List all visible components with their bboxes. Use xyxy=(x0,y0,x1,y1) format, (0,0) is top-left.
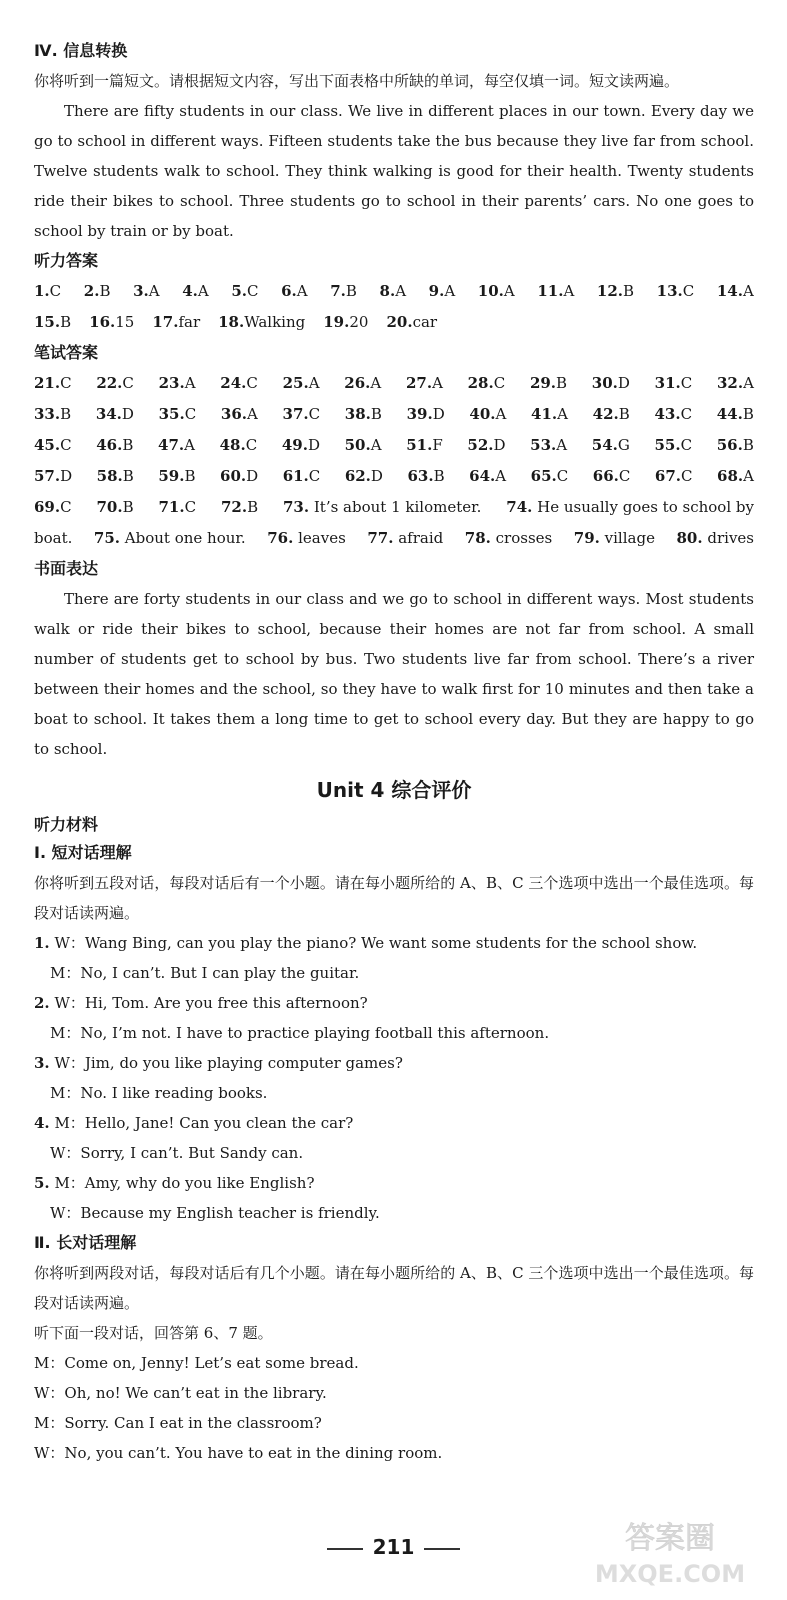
written-answers-heading: 笔试答案 xyxy=(34,343,99,362)
listening-materials-heading: 听力材料 xyxy=(34,815,99,834)
written-answers-row-3 xyxy=(34,430,754,461)
answer-item: 11.A xyxy=(537,282,575,300)
answer-item: 23.A xyxy=(158,374,196,392)
dialog-line: W：Because my English teacher is friendly. xyxy=(50,1204,380,1222)
answer-item: 41.A xyxy=(531,405,568,423)
section4-passage: There are fifty students in our class. We live in different places in our town. Every day we go to school in different ways. Fifteen students take the bus because they live far from school. Twelve students walk to school. They think walking is good for their health. Twenty students ride their bikes to school. Three students go to school in their parents’ cars. No one goes to school by train or by boat. xyxy=(34,102,754,240)
part2-instruction: 你将听到两段对话，每段对话后有几个小题。请在每小题所给的 A、B、C 三个选项中选出一个最佳选项。每段对话读两遍。 xyxy=(34,1264,754,1312)
answer-item: 12.B xyxy=(596,282,635,300)
answer-item: 35.C xyxy=(158,405,197,423)
answer-item: 34.D xyxy=(95,405,134,423)
answer-item: 63.B xyxy=(407,467,445,485)
answer-item: 80. drives xyxy=(676,529,754,547)
answer-item: 65.C xyxy=(530,467,569,485)
dialog-line: 1. W：Wang Bing, can you play the piano? We want some students for the school show. xyxy=(34,934,698,952)
dialog-line: M：No, I’m not. I have to practice playing football this afternoon. xyxy=(50,1024,550,1042)
answer-item: 77. afraid xyxy=(367,529,444,547)
answer-item: 38.B xyxy=(344,405,382,423)
answer-item: 17.far xyxy=(152,313,201,331)
answer-item: 6.A xyxy=(281,282,308,300)
answer-item: 24.C xyxy=(220,374,258,392)
dialog-line: W：Oh, no! We can’t eat in the library. xyxy=(34,1384,327,1402)
answer-item: 39.D xyxy=(406,405,445,423)
answer-item: 49.D xyxy=(281,436,320,454)
answer-item: 66.C xyxy=(592,467,631,485)
answer-item: 59.B xyxy=(158,467,196,485)
answer-item: 48.C xyxy=(219,436,258,454)
answer-item: 29.B xyxy=(529,374,568,392)
answer-item: 19.20 xyxy=(323,313,369,331)
answer-item: 8.A xyxy=(379,282,407,300)
answer-item: 55.C xyxy=(654,436,693,454)
svg-text:MXQE.COM: MXQE.COM xyxy=(594,1560,746,1588)
part2-intro: 听下面一段对话，回答第 6、7 题。 xyxy=(34,1324,273,1342)
document-page xyxy=(34,36,754,1468)
answer-item: 7.B xyxy=(330,282,357,300)
answer-item: 43.C xyxy=(654,405,693,423)
answer-item: 44.B xyxy=(716,405,754,423)
dialog-line: 3. W：Jim, do you like playing computer games? xyxy=(34,1054,403,1072)
answer-item: 56.B xyxy=(716,436,754,454)
dialog-line: 4. M：Hello, Jane! Can you clean the car? xyxy=(34,1114,354,1132)
answer-item: 47.A xyxy=(158,436,195,454)
dialog-line: M：No, I can’t. But I can play the guitar. xyxy=(50,964,360,982)
written-answers-row-6 xyxy=(34,523,754,554)
answer-item: 33.B xyxy=(34,405,72,423)
answer-item: 15.B xyxy=(34,313,72,331)
answer-item: 45.C xyxy=(34,436,72,454)
answer-item: 73. It’s about 1 kilometer. xyxy=(282,498,482,516)
dialog-line: W：No, you can’t. You have to eat in the dining room. xyxy=(34,1444,443,1462)
answer-item: 46.B xyxy=(96,436,134,454)
answer-item: boat. xyxy=(34,529,73,547)
answer-item: 9.A xyxy=(428,282,456,300)
answer-item: 13.C xyxy=(656,282,695,300)
dialog-line: W：Sorry, I can’t. But Sandy can. xyxy=(50,1144,304,1162)
dialog-line: 5. M：Amy, why do you like English? xyxy=(34,1174,315,1192)
answer-item: 74. He usually goes to school by xyxy=(506,498,754,516)
listening-answers-row-1 xyxy=(34,276,754,307)
svg-text:答案圈: 答案圈 xyxy=(625,1521,715,1556)
answer-item: 50.A xyxy=(344,436,382,454)
answer-item: 2.B xyxy=(83,282,111,300)
answer-item: 75. About one hour. xyxy=(93,529,246,547)
answer-item: 67.C xyxy=(654,467,693,485)
answer-item: 10.A xyxy=(477,282,515,300)
answer-item: 78. crosses xyxy=(464,529,553,547)
answer-item: 27.A xyxy=(405,374,443,392)
answer-item: 54.G xyxy=(591,436,630,454)
answer-item: 40.A xyxy=(469,405,507,423)
answer-item: 28.C xyxy=(467,374,506,392)
answer-item: 52.D xyxy=(467,436,506,454)
answer-item: 64.A xyxy=(469,467,507,485)
answer-item: 26.A xyxy=(344,374,382,392)
answer-item: 14.A xyxy=(716,282,754,300)
answer-item: 16.15 xyxy=(89,313,135,331)
answer-item: 42.B xyxy=(592,405,630,423)
answer-item: 1.C xyxy=(34,282,62,300)
watermark-logo xyxy=(565,1512,775,1592)
writing-passage: There are forty students in our class and we go to school in different ways. Most students walk or ride their bikes to school, because their homes are not far from school. A small number of students get to school by bus. Two students live far from school. There’s a river between their homes and the school, so they have to walk first for 10 minutes and then take a boat to school. It takes them a long time to get to school every day. But they are happy to go to school. xyxy=(34,590,754,758)
written-answers-row-4 xyxy=(34,461,754,492)
part1-instruction: 你将听到五段对话，每段对话后有一个小题。请在每小题所给的 A、B、C 三个选项中选出一个最佳选项。每段对话读两遍。 xyxy=(34,874,754,922)
answer-item: 70.B xyxy=(96,498,134,516)
answer-item: 57.D xyxy=(34,467,73,485)
listening-answers-row-2 xyxy=(34,307,754,338)
answer-item: 58.B xyxy=(96,467,134,485)
part1-heading: Ⅰ. 短对话理解 xyxy=(34,843,132,862)
answer-item: 60.D xyxy=(220,467,259,485)
listening-answers-heading: 听力答案 xyxy=(34,251,99,270)
answer-item: 36.A xyxy=(220,405,258,423)
answer-item: 31.C xyxy=(654,374,693,392)
answer-item: 20.car xyxy=(386,313,438,331)
answer-item: 76. leaves xyxy=(267,529,346,547)
answer-item: 37.C xyxy=(282,405,321,423)
answer-item: 62.D xyxy=(344,467,383,485)
dialog-line: M：No. I like reading books. xyxy=(50,1084,268,1102)
answer-item: 51.F xyxy=(406,436,443,454)
answer-item: 72.B xyxy=(220,498,259,516)
section4-heading: Ⅳ. 信息转换 xyxy=(34,41,128,60)
answer-item: 18.Walking xyxy=(218,313,306,331)
answer-item: 79. village xyxy=(573,529,655,547)
answer-item: 22.C xyxy=(96,374,134,392)
page-number: 211 xyxy=(0,1535,787,1559)
written-answers-row-5 xyxy=(34,492,754,523)
answer-item: 68.A xyxy=(717,467,754,485)
answer-item: 69.C xyxy=(34,498,72,516)
part2-heading: Ⅱ. 长对话理解 xyxy=(34,1233,137,1252)
dialog-line: 2. W：Hi, Tom. Are you free this afternoon? xyxy=(34,994,368,1012)
divider xyxy=(327,1548,363,1550)
section4-instruction: 你将听到一篇短文。请根据短文内容，写出下面表格中所缺的单词，每空仅填一词。短文读两遍。 xyxy=(34,72,680,90)
writing-heading: 书面表达 xyxy=(34,559,99,578)
answer-item: 30.D xyxy=(591,374,630,392)
answer-item: 5.C xyxy=(231,282,259,300)
answer-item: 61.C xyxy=(282,467,321,485)
answer-item: 53.A xyxy=(530,436,568,454)
dialog-line: M：Sorry. Can I eat in the classroom? xyxy=(34,1414,322,1432)
dialog-line: M：Come on, Jenny! Let’s eat some bread. xyxy=(34,1354,359,1372)
unit-title: Unit 4 综合评价 xyxy=(316,778,472,802)
answer-item: 71.C xyxy=(158,498,197,516)
divider xyxy=(424,1548,460,1550)
written-answers-row-2 xyxy=(34,399,754,430)
answer-item: 25.A xyxy=(282,374,320,392)
answer-item: 3.A xyxy=(133,282,160,300)
answer-item: 32.A xyxy=(716,374,754,392)
answer-item: 21.C xyxy=(34,374,72,392)
written-answers-row-1 xyxy=(34,368,754,399)
answer-item: 4.A xyxy=(182,282,209,300)
